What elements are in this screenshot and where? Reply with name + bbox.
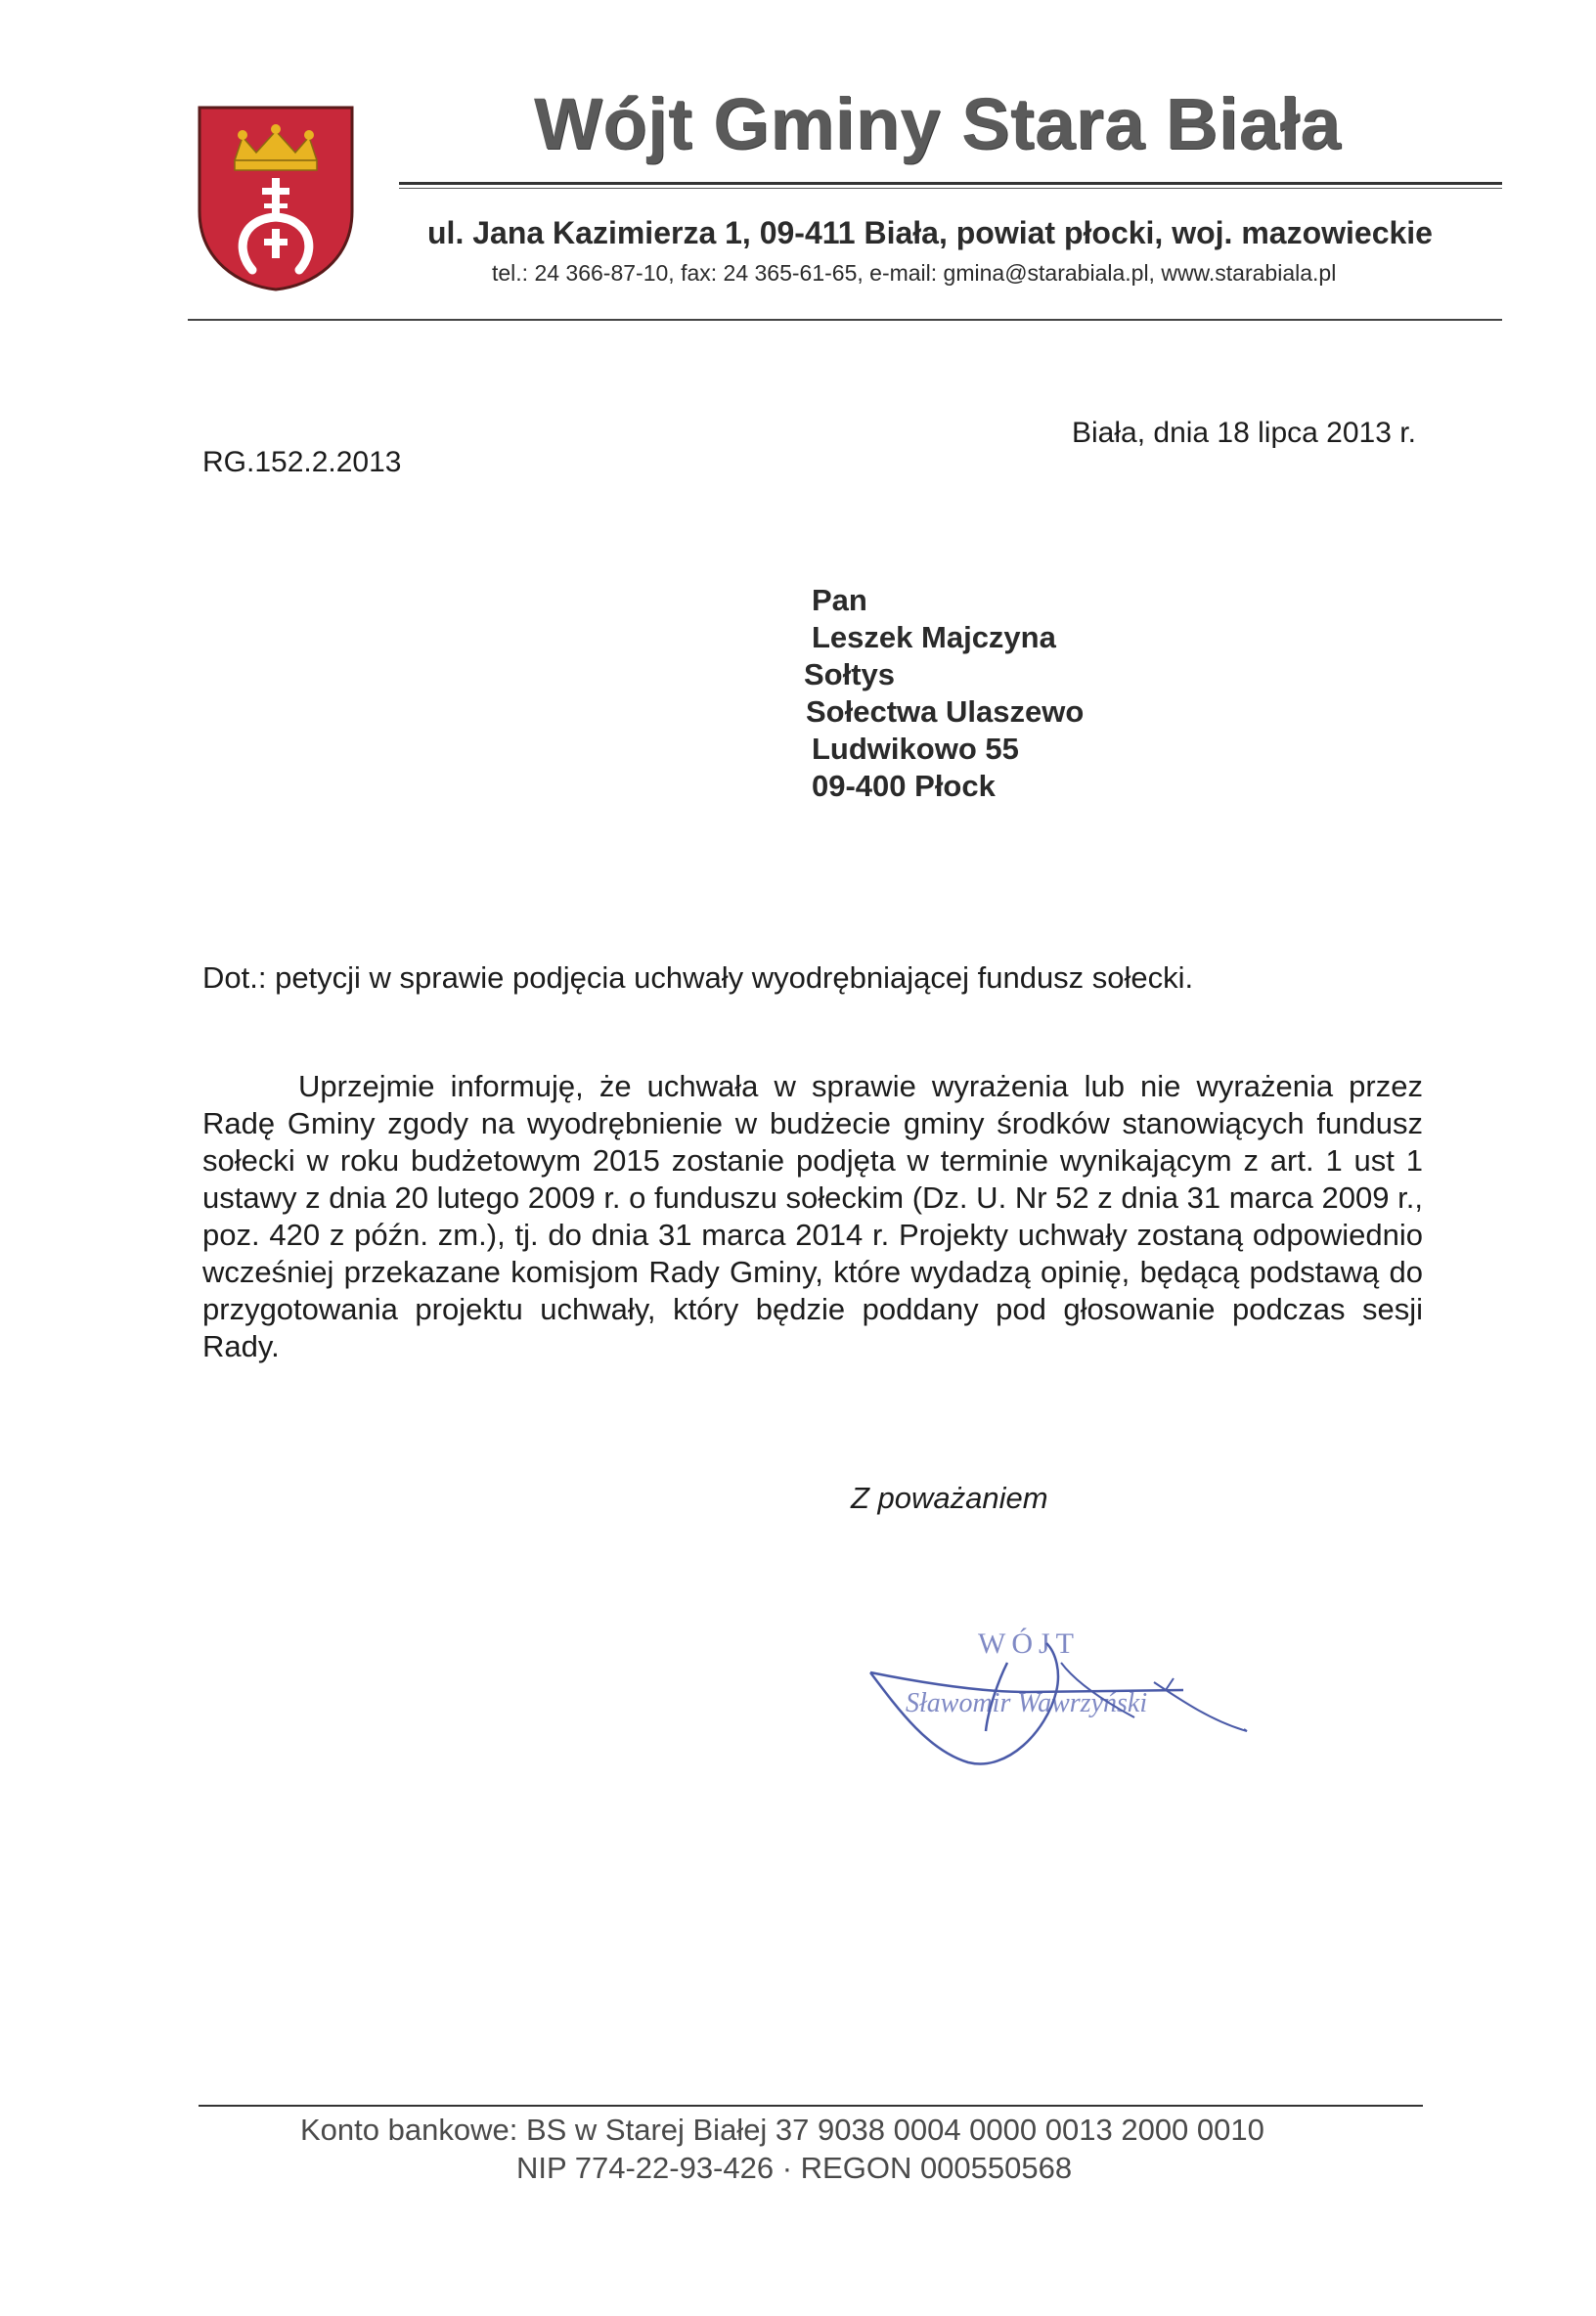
svg-text:WÓJT: WÓJT: [978, 1627, 1080, 1660]
recipient-line: Ludwikowo 55: [812, 732, 1019, 766]
footer-rule: [199, 2105, 1423, 2107]
closing-phrase: Z poważaniem: [851, 1481, 1048, 1515]
signature-stamp: [861, 1624, 1271, 1790]
svg-text:Sławomir Wawrzyński: Sławomir Wawrzyński: [906, 1688, 1148, 1718]
date-line: Biała, dnia 18 lipca 2013 r.: [1072, 417, 1416, 449]
letterhead-contacts: tel.: 24 366-87-10, fax: 24 365-61-65, e-mail: gmina@starabiala.pl, www.starabiala.pl: [492, 260, 1337, 286]
recipient-line: Sołectwa Ulaszewo: [806, 694, 1085, 729]
subject-line: Dot.: petycji w sprawie podjęcia uchwały wyodrębniającej fundusz sołecki.: [202, 960, 1194, 995]
header-rule-thin: [399, 188, 1502, 189]
recipient-line: Leszek Majczyna: [812, 620, 1056, 654]
footer-tax-ids: NIP 774-22-93-426 · REGON 000550568: [516, 2151, 1073, 2185]
recipient-line: Sołtys: [804, 657, 896, 691]
letterhead-address: ul. Jana Kazimierza 1, 09-411 Biała, powiat płocki, woj. mazowieckie: [427, 215, 1433, 250]
letter-body: Uprzejmie informuję, że uchwała w sprawie wyrażenia lub nie wyrażenia przez Radę Gminy zgody na wyodrębnienie w budżecie gminy środków stanowiących fundusz sołecki w roku budżetowym 2015 zostanie podjęta w terminie wynikającym z art. 1 ust 1 ustawy z dnia 20 lutego 2009 r. o funduszu sołeckim (Dz. U. Nr 52 z dnia 31 marca 2009 r., poz. 420 z późn. zm.), tj. do dnia 31 marca 2014 r. Projekty uchwały zostaną odpowiednio wcześniej przekazane komisjom Rady Gminy, które wydadzą opinię, będącą podstawą do przygotowania projektu uchwały, który będzie poddany pod głosowanie podczas sesji Rady.: [202, 1069, 1423, 1363]
reference-number: RG.152.2.2013: [202, 446, 402, 478]
header-rule: [399, 182, 1502, 185]
recipient-line: 09-400 Płock: [812, 769, 996, 803]
header-divider: [188, 319, 1502, 321]
recipient-line: Pan: [812, 583, 867, 617]
coat-of-arms-icon: [196, 104, 356, 291]
footer-bank-account: Konto bankowe: BS w Starej Białej 37 9038 0004 0000 0013 2000 0010: [300, 2113, 1264, 2147]
letterhead-title: Wójt Gminy Stara Biała: [534, 83, 1342, 164]
